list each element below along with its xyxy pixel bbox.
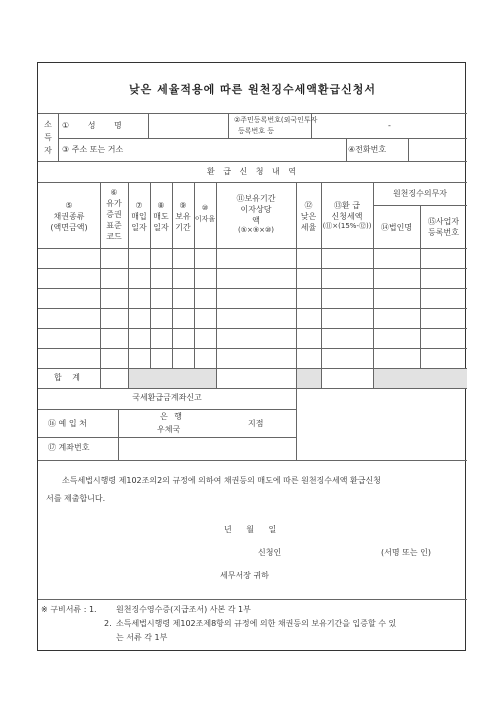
rule-applicant-bottom (38, 161, 467, 162)
rule-row-1 (38, 268, 467, 269)
header-interest-amount: ⑪보유기간 이자상당 액 (⑤×⑨×⑩) (236, 194, 276, 234)
applicant-sign-label: 신청인 (258, 548, 282, 557)
addressee: 세무서장 귀하 (220, 571, 269, 580)
rule-section-title-bottom (38, 182, 467, 183)
rule-address-right (346, 138, 347, 161)
resident-id-label-1: ②주민등록번호(외국인투자 (234, 116, 318, 124)
header-company-name: ⑭법인명 (380, 223, 413, 232)
rule-row-5 (38, 348, 467, 349)
rule-total-bottom (38, 388, 467, 389)
sign-note: (서명 또는 인) (381, 548, 431, 557)
branch-word: 지점 (248, 419, 264, 428)
rule-name-bottom (58, 138, 467, 139)
refund-section-title: 환 급 신 청 내 역 (206, 167, 299, 176)
header-purchase-date: ⑦ 매입 일자 (131, 201, 147, 232)
rule-row-4 (38, 328, 467, 329)
total-label: 합 계 (54, 373, 84, 382)
phone-label: ④전화번호 (348, 145, 387, 154)
documents-item-1: 원천징수영수증(지급조서) 사본 각 1부 (116, 605, 251, 614)
form-title: 낮은 세율적용에 따른 원천징수세액환급신청서 (128, 83, 376, 96)
resident-id-label-2: 등록번호 등 (238, 127, 275, 135)
address-label: ③ 주소 또는 거소 (62, 145, 124, 154)
account-label: ⑰ 계좌번호 (48, 443, 90, 452)
documents-lead: ※ 구비서류 : 1. (41, 605, 97, 614)
header-withholder: 원천징수의무자 (392, 189, 448, 198)
rule-title-bottom (38, 113, 467, 114)
refund-application-form (37, 62, 466, 651)
rule-bank-label-right (118, 409, 119, 460)
name-label: ① 성 명 (62, 121, 122, 130)
rule-bank-header-bottom (38, 409, 296, 410)
header-bond-type: ⑤ 채권종류 (액면금액) (50, 201, 88, 232)
header-low-rate: ⑫ 낮은 세율 (300, 201, 317, 232)
statement-line-2: 서를 제출합니다. (46, 494, 106, 503)
rule-documents-top (38, 599, 467, 600)
rule-name-value-right (228, 113, 229, 138)
resident-id-dash: - (388, 121, 391, 130)
total-shade-14-15 (374, 369, 467, 388)
date-line: 년 월 일 (224, 525, 277, 534)
documents-item-2-number: 2. (104, 619, 112, 628)
rule-row-3 (38, 308, 467, 309)
rule-phone-label-right (408, 138, 409, 161)
rule-account-bottom (38, 460, 467, 461)
header-refund-amount: ⑬환 급 신청세액 (⑪×(15%-⑫)) (322, 201, 372, 230)
deposit-label: ⑯ 예 입 처 (48, 419, 87, 428)
rule-col-13-right (373, 182, 374, 388)
statement-line-1: 소득세법시행령 제102조의2의 규정에 의하여 채권등의 매도에 따른 원천징수세액 환급신청 (62, 476, 381, 485)
post-office-word: 우체국 (157, 425, 181, 434)
rule-column-header-bottom (38, 248, 467, 249)
documents-item-2-line-2: 는 서류 각 1부 (116, 633, 168, 642)
header-interest-rate: ⑩ 이자율 (194, 204, 216, 223)
total-shade-12 (297, 369, 321, 388)
total-shade-6-10 (129, 369, 216, 388)
rule-name-label-right (148, 113, 149, 138)
applicant-side-label: 소 득 자 (44, 120, 52, 155)
bank-word: 은 행 (160, 412, 182, 421)
bank-header: 국세환급금계좌신고 (132, 393, 202, 402)
rule-deposit-bottom (38, 437, 296, 438)
documents-item-2-line-1: 소득세법시행령 제102조제8항의 규정에 의한 채권등의 보유기간을 입증할 수 있 (116, 619, 397, 628)
header-business-number: ⑮사업자 등록번호 (427, 217, 460, 237)
header-holding-period: ⑨ 보유 기간 (175, 201, 191, 232)
rule-row-2 (38, 288, 467, 289)
header-security-code: ⑥ 유가 증권 표준 코드 (106, 188, 122, 241)
rule-applicant-side (58, 113, 59, 161)
header-sale-date: ⑧ 매도 일자 (153, 201, 169, 232)
